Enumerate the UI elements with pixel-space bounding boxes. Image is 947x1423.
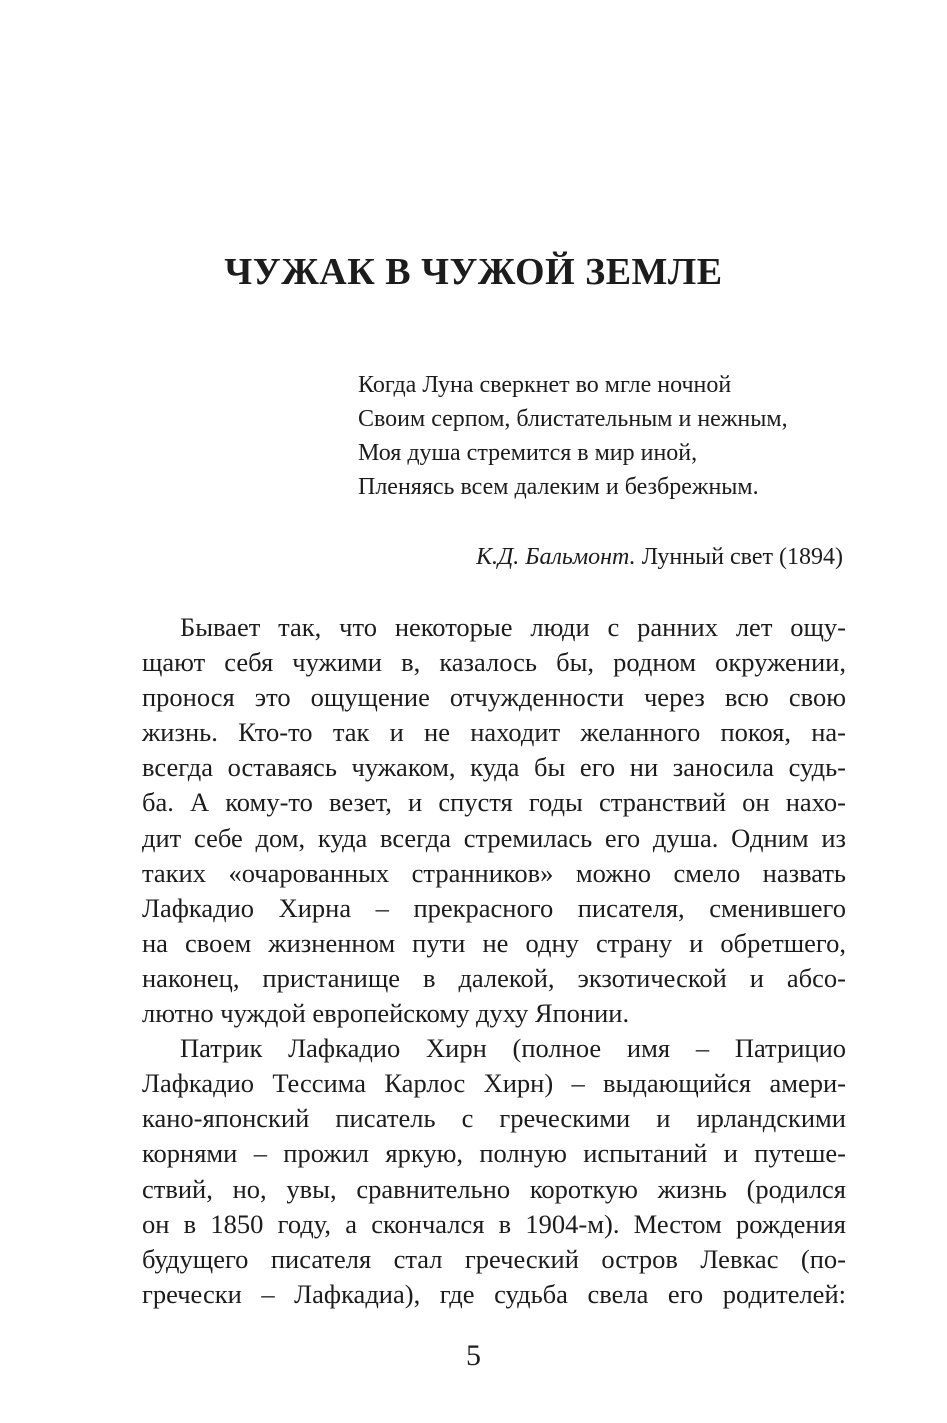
text-line: жизнь. Кто-то так и не находит желанного покоя, на- xyxy=(142,717,846,748)
paragraph xyxy=(142,610,846,1031)
text-line: кано-японский писатель с греческими и ирландскими xyxy=(142,1103,846,1134)
epigraph-author: К.Д. Бальмонт. xyxy=(476,544,636,570)
paragraph xyxy=(142,1031,846,1312)
text-line: Патрик Лафкадио Хирн (полное имя – Патрицио xyxy=(180,1033,846,1064)
text-line: дит себе дом, куда всегда стремилась его душа. Одним из xyxy=(142,822,846,853)
text-line: всегда оставаясь чужаком, куда бы его ни заносила судь- xyxy=(142,752,846,783)
text-line: таких «очарованных странников» можно смело назвать xyxy=(142,857,846,888)
epigraph-line: Когда Луна сверкнет во мгле ночной xyxy=(358,372,732,398)
epigraph xyxy=(358,368,858,504)
text-line: ствий, но, увы, сравнительно короткую жизнь (родился xyxy=(142,1173,846,1204)
text-line: корнями – прожил яркую, полную испытаний и путеше- xyxy=(142,1138,846,1169)
epigraph-attribution xyxy=(476,540,843,574)
epigraph-line: Пленяясь всем далеким и безбрежным. xyxy=(358,474,759,500)
text-line: лютно чуждой европейскому духу Японии. xyxy=(142,998,630,1029)
text-line: будущего писателя стал греческий остров Левкас (по- xyxy=(142,1243,846,1274)
body-text xyxy=(142,610,846,1312)
text-line: Лафкадио Тессима Карлос Хирн) – выдающийся амери- xyxy=(142,1068,846,1099)
page-number: 5 xyxy=(466,1339,481,1372)
chapter-title: ЧУЖАК В ЧУЖОЙ ЗЕМЛЕ xyxy=(224,251,723,293)
text-line: он в 1850 году, а скончался в 1904-м). Местом рождения xyxy=(142,1208,846,1239)
text-line: Лафкадио Хирна – прекрасного писателя, сменившего xyxy=(142,892,846,923)
epigraph-line: Моя душа стремится в мир иной, xyxy=(358,440,698,466)
text-line: на своем жизненном пути не одну страну и обретшего, xyxy=(142,927,846,958)
epigraph-source: Лунный свет (1894) xyxy=(641,544,843,570)
text-line: щают себя чужими в, казалось бы, родном окружении, xyxy=(142,647,846,678)
text-line: пронося это ощущение отчужденности через всю свою xyxy=(142,682,846,713)
epigraph-line: Своим серпом, блистательным и нежным, xyxy=(358,406,788,432)
text-line: наконец, пристанище в далекой, экзотической и абсо- xyxy=(142,962,846,993)
text-line: ба. А кому-то везет, и спустя годы странствий он нахо- xyxy=(142,787,846,818)
text-line: Бывает так, что некоторые люди с ранних лет ощу- xyxy=(180,612,846,642)
text-line: гречески – Лафкадиа), где судьба свела его родителей: xyxy=(142,1278,846,1309)
